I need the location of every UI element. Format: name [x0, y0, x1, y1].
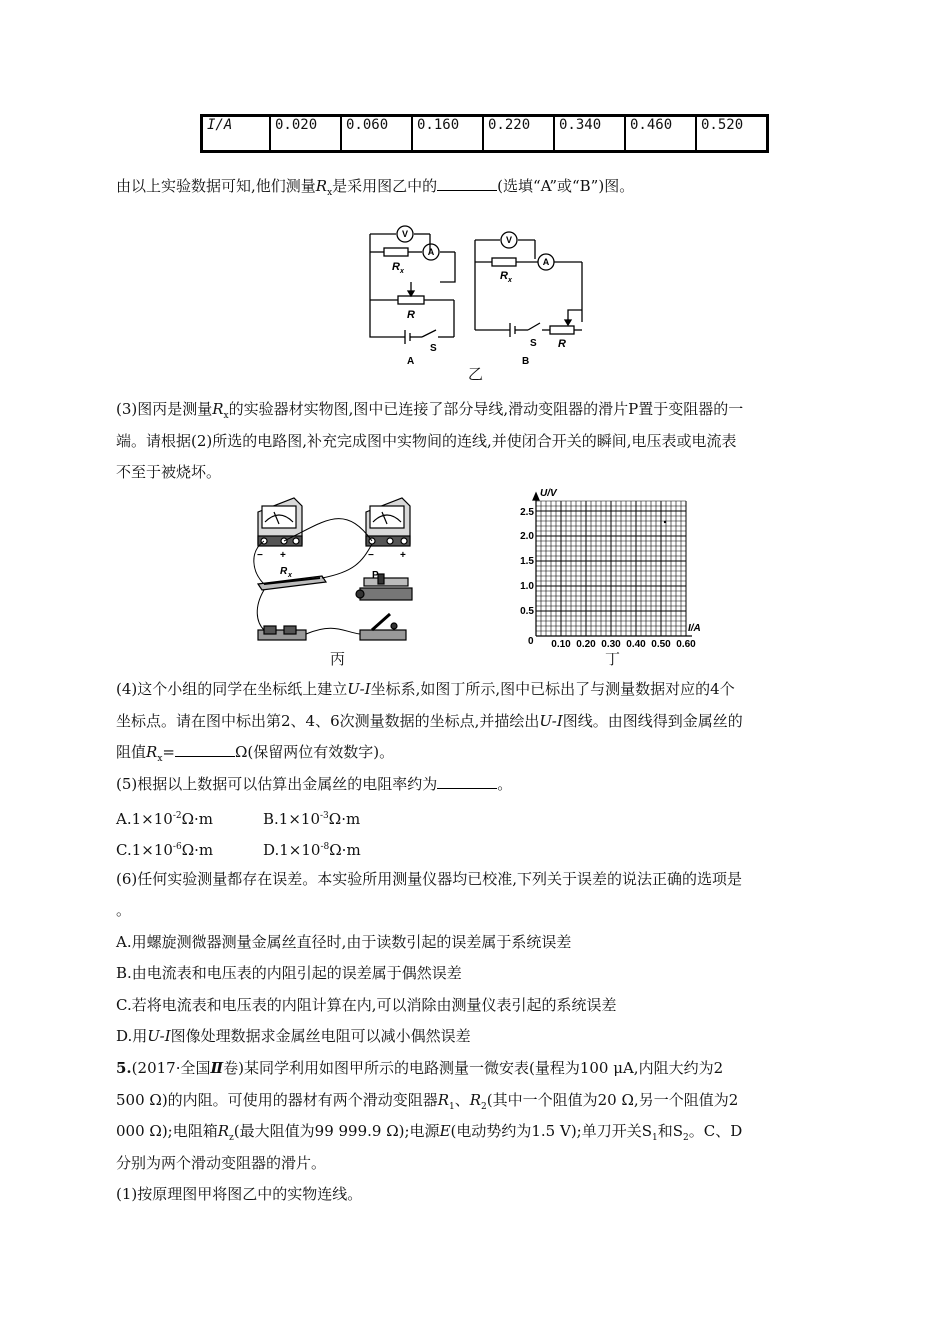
- voltmeter-label-a: V: [401, 229, 409, 239]
- plotted-point: [664, 521, 666, 523]
- r-label-b: R: [558, 338, 566, 350]
- x-tick: 0.20: [576, 639, 596, 649]
- q6-stem-end: 。: [116, 901, 132, 919]
- q6-option-a[interactable]: A.用螺旋测微器测量金属丝直径时,由于读数引起的误差属于系统误差: [116, 933, 572, 951]
- q4-line1: (4)这个小组的同学在坐标纸上建立U-I坐标系,如图丁所示,图中已标出了与测量数据对应的4个: [116, 680, 735, 698]
- q2-text: 由以上实验数据可知,他们测量$R_x$是采用图乙中的 (选填“A”或“B”)图。: [116, 177, 635, 198]
- q4-line3: 阻值$R_x= \Omega$(保留两位有效数字)。: [116, 743, 395, 764]
- x-tick: 0.60: [676, 639, 696, 649]
- current-data-table: [200, 114, 769, 153]
- answer-blank[interactable]: [437, 176, 497, 191]
- voltmeter-label-b: V: [505, 235, 513, 245]
- y-tick: 1.5: [520, 556, 534, 567]
- voltmeter-minus: −: [257, 550, 263, 561]
- svg-text:x: x: [288, 572, 292, 579]
- q5-option-a[interactable]: $A.1\times 10^{-2}\Omega\cdot m$: [116, 810, 214, 828]
- table-cell: 0.220: [483, 116, 554, 152]
- q4-line2: 坐标点。请在图中标出第2、4、6次测量数据的坐标点,并描绘出U-I图线。由图线得到金属丝的: [116, 712, 743, 730]
- x-tick: 0.10: [551, 639, 571, 649]
- diagram-a-label: A: [407, 356, 415, 367]
- u-i-graph-ding: [510, 484, 710, 649]
- x-axis-label: I/A: [688, 623, 701, 634]
- ammeter-label-b: A: [542, 257, 550, 267]
- q5-stem: (5)根据以上数据可以估算出金属丝的电阻率约为 。: [116, 775, 513, 793]
- q6-stem: (6)任何实验测量都存在误差。本实验所用测量仪器均已校准,下列关于误差的说法正确的选项是: [116, 870, 743, 888]
- q3-line1: (3)图丙是测量$R_x$的实验器材实物图,图中已连接了部分导线,滑动变阻器的滑片P置于变阻器的一: [116, 400, 744, 421]
- rx-label-b: R: [500, 270, 508, 282]
- table-row: [202, 116, 768, 152]
- q3-line2: 端。请根据(2)所选的电路图,补充完成图中实物间的连线,并使闭合开关的瞬间,电压表或电流表: [116, 432, 737, 450]
- r-label-a: R: [407, 309, 415, 321]
- rx-label-a: R: [392, 261, 400, 273]
- y-tick: 2.5: [520, 507, 534, 518]
- slider-p-label: P: [372, 570, 379, 581]
- table-cell: 0.020: [270, 116, 341, 152]
- q3-line3: 不至于被烧坏。: [116, 463, 222, 481]
- figure-ding-caption: 丁: [605, 650, 621, 668]
- figure-bing-caption: 丙: [330, 650, 346, 668]
- q6-option-c[interactable]: C.若将电流表和电压表的内阻计算在内,可以消除由测量仪表引起的系统误差: [116, 996, 617, 1014]
- y-axis-label: U/V: [540, 488, 557, 499]
- q5-option-d[interactable]: $D.1\times 10^{-8}\Omega\cdot m$: [263, 841, 361, 859]
- q5-main-line2: 500 Ω)的内阻。可使用的器材有两个滑动变阻器$R_1$、$R_2$(其中一个阻值为20 Ω,另一个阻值为2: [116, 1091, 739, 1112]
- q5-main-line1: 5.(2017·全国Ⅱ卷)某同学利用如图甲所示的电路测量一微安表(量程为100 μA,内阻大约为2: [116, 1059, 724, 1077]
- svg-text:x: x: [400, 268, 404, 275]
- x-tick: 0.50: [651, 639, 671, 649]
- answer-blank[interactable]: [437, 774, 497, 789]
- table-cell: 0.060: [341, 116, 412, 152]
- voltmeter-plus: +: [280, 550, 286, 561]
- table-header-cell: I/A: [202, 116, 271, 152]
- q5-option-c[interactable]: $C.1\times 10^{-6}\Omega\cdot m$: [116, 841, 214, 859]
- table-cell: 0.520: [696, 116, 768, 152]
- table-cell: 0.160: [412, 116, 483, 152]
- y-tick: 1.0: [520, 581, 534, 592]
- ammeter-minus: −: [368, 550, 374, 561]
- y-tick: 2.0: [520, 531, 534, 542]
- q5-option-b[interactable]: $B.1\times 10^{-3}\Omega\cdot m$: [263, 810, 361, 828]
- q5-main-line3: 000 Ω);电阻箱$R_z$(最大阻值为99 999.9 Ω);电源E(电动势约为1.5 V);单刀开关$S_1$和$S_2$。C、D: [116, 1122, 743, 1143]
- diagram-b-label: B: [522, 356, 530, 367]
- ammeter-label-a: A: [427, 247, 435, 257]
- ammeter-plus: +: [400, 550, 406, 561]
- circuit-diagrams-yi: [360, 222, 590, 367]
- svg-text:x: x: [508, 277, 512, 284]
- origin-label: 0: [528, 636, 534, 647]
- rx-label-bing: R: [280, 566, 288, 577]
- answer-blank[interactable]: [175, 742, 235, 757]
- x-tick: 0.40: [626, 639, 646, 649]
- table-cell: 0.340: [554, 116, 625, 152]
- switch-label-a: S: [430, 343, 437, 354]
- apparatus-figure-bing: [244, 492, 419, 652]
- y-tick: 0.5: [520, 606, 534, 617]
- table-cell: 0.460: [625, 116, 696, 152]
- q5-main-line5: (1)按原理图甲将图乙中的实物连线。: [116, 1185, 363, 1203]
- q6-option-b[interactable]: B.由电流表和电压表的内阻引起的误差属于偶然误差: [116, 964, 462, 982]
- q5-main-line4: 分别为两个滑动变阻器的滑片。: [116, 1154, 327, 1172]
- x-tick: 0.30: [601, 639, 621, 649]
- graph-grid: [536, 501, 686, 636]
- switch-label-b: S: [530, 338, 537, 349]
- figure-yi-caption: 乙: [468, 365, 484, 383]
- q6-option-d[interactable]: D.用U-I图像处理数据求金属丝电阻可以减小偶然误差: [116, 1027, 471, 1045]
